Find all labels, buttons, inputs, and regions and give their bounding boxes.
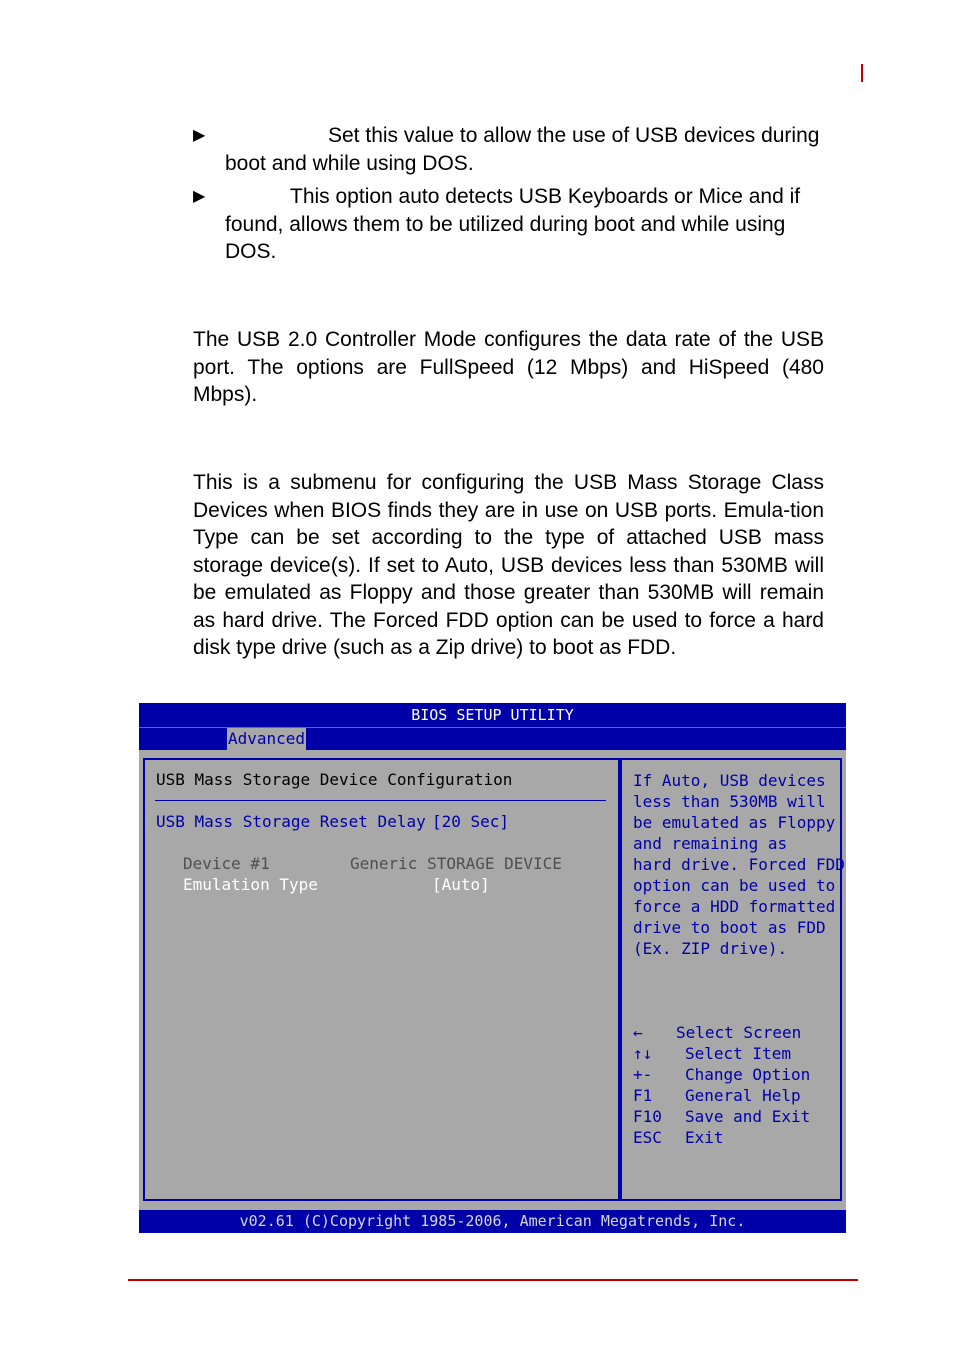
- tab-advanced[interactable]: Advanced: [228, 729, 306, 748]
- emulation-type-value[interactable]: [Auto]: [432, 875, 490, 894]
- f1-key: F1: [633, 1086, 653, 1105]
- key-desc: General Help: [685, 1086, 801, 1105]
- bios-tab-bar: [139, 727, 846, 750]
- bios-help-panel: [620, 758, 845, 1201]
- device-value: Generic STORAGE DEVICE: [350, 854, 562, 873]
- reset-delay-value[interactable]: [20 Sec]: [432, 812, 510, 831]
- device-label: Device #1: [183, 854, 270, 873]
- bios-status-bar: v02.61 (C)Copyright 1985-2006, American Megatrends, Inc.: [139, 1210, 846, 1233]
- bullet-list: [193, 122, 824, 272]
- bullet-item: [193, 122, 824, 177]
- paragraph-mass-storage: This is a submenu for configuring the USB Mass Storage Class Devices when BIOS finds they are in use on USB ports. Emula-tion Type can be set according to the type of attached USB mass storage device(s). If set to Auto, USB devices less than 530MB will be emulated as Floppy and those greater than 530MB will remain as hard drive. The Forced FDD option can be used to force a hard disk type drive (such as a Zip drive) to boot as FDD.: [193, 471, 824, 659]
- up-down-arrow-key: ↑↓: [633, 1044, 653, 1063]
- paragraph-controller-mode: The USB 2.0 Controller Mode configures the data rate of the USB port. The options are FullSpeed (12 Mbps) and HiSpeed (480 Mbps).: [193, 328, 824, 406]
- section-title: USB Mass Storage Device Configuration: [156, 770, 513, 789]
- key-desc: Change Option: [685, 1065, 811, 1084]
- left-arrow-key: ←: [633, 1023, 643, 1042]
- key-desc: Exit: [685, 1128, 724, 1147]
- bullet-text: This option auto detects USB Keyboards or Mice and if found, allows them to be utilized during boot and while using DOS.: [225, 185, 801, 263]
- section-divider: [155, 800, 606, 801]
- bullet-item: [193, 183, 824, 266]
- key-desc: Select Screen: [676, 1023, 802, 1042]
- triangle-bullet-icon: ▶: [193, 127, 206, 144]
- bios-main-panel: [143, 758, 620, 1201]
- triangle-bullet-icon: ▶: [193, 188, 206, 205]
- bios-title-bar: BIOS SETUP UTILITY: [139, 703, 846, 727]
- plus-minus-key: +-: [633, 1065, 653, 1084]
- emulation-type-label[interactable]: Emulation Type: [183, 875, 318, 894]
- f10-key: F10: [633, 1107, 662, 1126]
- esc-key: ESC: [633, 1128, 662, 1147]
- help-text: If Auto, USB devices less than 530MB will be emulated as Floppy and remaining as hard drive. Forced FDD option can be used to force a HDD formatted drive to boot as FDD (Ex. ZIP drive).: [633, 771, 845, 958]
- bullet-text: Set this value to allow the use of USB devices during boot and while using DOS.: [225, 124, 820, 175]
- footer-rule: [128, 1279, 858, 1281]
- reset-delay-label[interactable]: USB Mass Storage Reset Delay: [156, 812, 426, 831]
- header-mark: [861, 64, 863, 82]
- bios-screenshot: [139, 703, 846, 1233]
- key-desc: Save and Exit: [685, 1107, 811, 1126]
- key-desc: Select Item: [685, 1044, 791, 1063]
